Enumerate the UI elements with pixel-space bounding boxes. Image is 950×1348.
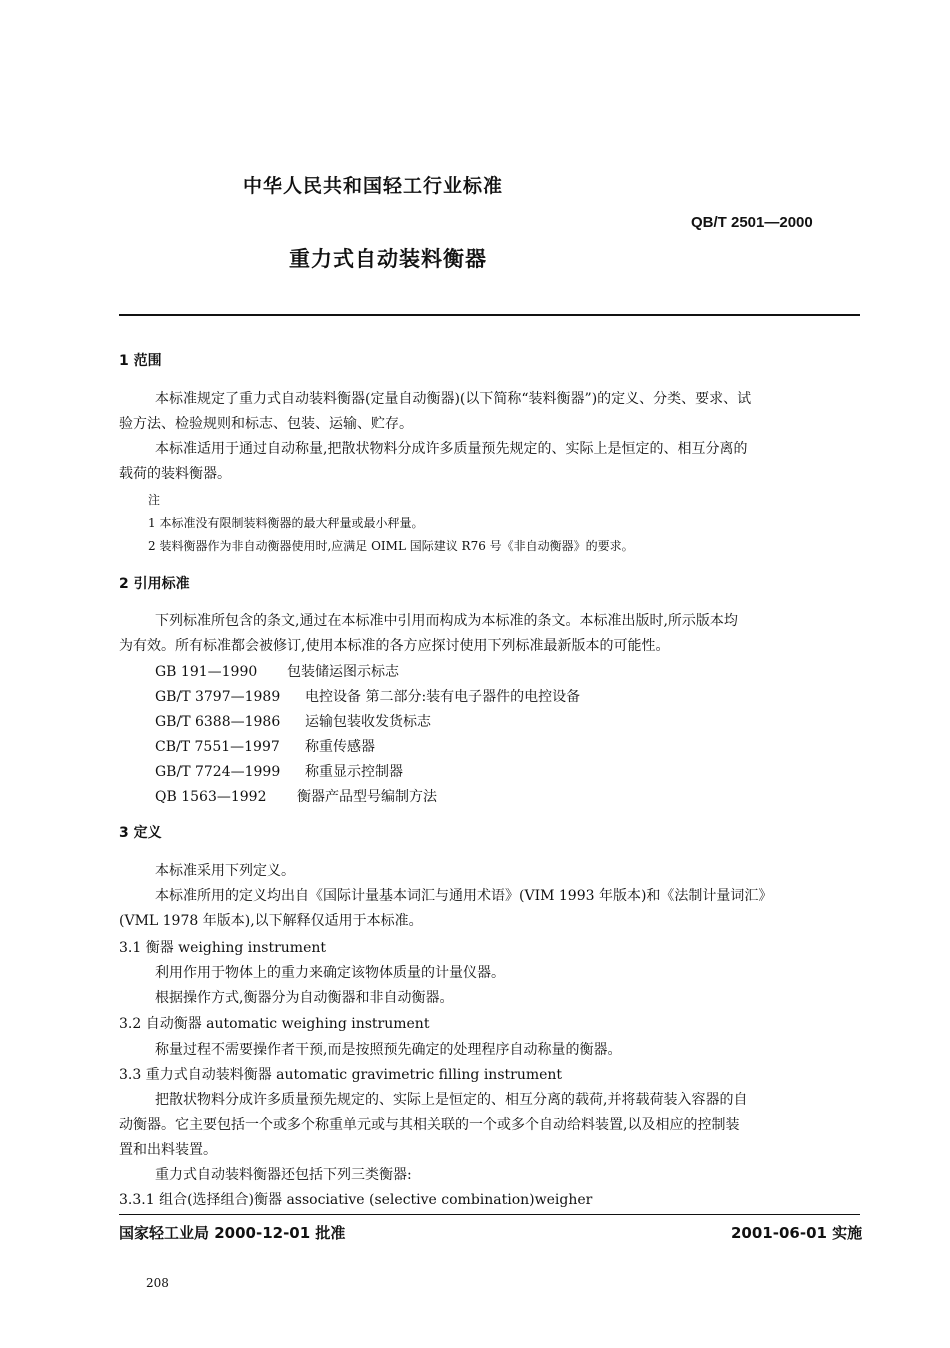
reference-name: 运输包装收发货标志: [305, 714, 431, 730]
term-3-3-def-1: 把散状物料分成许多质量预先规定的、实际上是恒定的、相互分离的载荷,并将载荷装入容器的自: [155, 1092, 748, 1108]
term-3-1-def-2: 根据操作方式,衡器分为自动衡器和非自动衡器。: [155, 990, 454, 1006]
approval-date: 国家轻工业局 2000-12-01 批准: [119, 1224, 346, 1242]
reference-item: [155, 736, 375, 756]
s3-para2-line1: 本标准所用的定义均出自《国际计量基本词汇与通用术语》(VIM 1993 年版本)和《法制计量词汇》: [155, 888, 773, 904]
standard-code: QB/T 2501—2000: [691, 214, 813, 231]
term-3-3: 3.3 重力式自动装料衡器 automatic gravimetric filling instrument: [119, 1067, 563, 1083]
note-1: 1 本标准没有限制装料衡器的最大秤量或最小秤量。: [148, 516, 424, 530]
s2-para-line2: 为有效。所有标准都会被修订,使用本标准的各方应探讨使用下列标准最新版本的可能性。: [119, 638, 670, 654]
page-number: 208: [146, 1276, 169, 1290]
reference-item: [155, 786, 437, 806]
reference-code: GB/T 7724—1999: [155, 764, 281, 780]
term-3-3-def-3: 置和出料装置。: [119, 1142, 217, 1158]
s1-para2-line2: 载荷的装料衡器。: [119, 466, 231, 482]
s3-para1: 本标准采用下列定义。: [155, 863, 295, 879]
reference-code: GB 191—1990: [155, 664, 258, 680]
reference-code: CB/T 7551—1997: [155, 739, 280, 755]
note-label: 注: [148, 493, 161, 507]
implementation-date: 2001-06-01 实施: [731, 1224, 863, 1242]
standard-org-heading: 中华人民共和国轻工行业标准: [243, 175, 504, 197]
reference-item: [155, 711, 431, 731]
s1-para1-line2: 验方法、检验规则和标志、包装、运输、贮存。: [119, 416, 413, 432]
term-3-3-1: 3.3.1 组合(选择组合)衡器 associative (selective combination)weigher: [119, 1192, 593, 1208]
reference-code: GB/T 3797—1989: [155, 689, 281, 705]
term-3-2: 3.2 自动衡器 automatic weighing instrument: [119, 1016, 430, 1032]
s2-para-line1: 下列标准所包含的条文,通过在本标准中引用而构成为本标准的条文。本标准出版时,所示版本均: [155, 613, 738, 629]
reference-name: 包装储运图示标志: [287, 664, 399, 680]
section-1-heading: 1 范围: [119, 353, 162, 369]
reference-item: [155, 661, 399, 681]
note-2: 2 装料衡器作为非自动衡器使用时,应满足 OIML 国际建议 R76 号《非自动衡器》的要求。: [148, 539, 634, 553]
s3-para2-line2: (VML 1978 年版本),以下解释仅适用于本标准。: [119, 913, 423, 929]
section-2-heading: 2 引用标准: [119, 576, 190, 592]
reference-name: 电控设备 第二部分:装有电子器件的电控设备: [305, 689, 581, 705]
term-3-3-def-2: 动衡器。它主要包括一个或多个称重单元或与其相关联的一个或多个自动给料装置,以及相应的控制装: [119, 1117, 740, 1133]
reference-name: 称重显示控制器: [305, 764, 403, 780]
top-rule: [119, 314, 860, 316]
term-3-3-def-4: 重力式自动装料衡器还包括下列三类衡器:: [155, 1167, 412, 1183]
term-3-1-def-1: 利用作用于物体上的重力来确定该物体质量的计量仪器。: [155, 965, 505, 981]
reference-item: [155, 761, 403, 781]
s1-para1-line1: 本标准规定了重力式自动装料衡器(定量自动衡器)(以下简称“装料衡器”)的定义、分类、要求、试: [155, 391, 752, 407]
reference-item: [155, 686, 580, 706]
term-3-1: 3.1 衡器 weighing instrument: [119, 940, 327, 956]
section-3-heading: 3 定义: [119, 825, 162, 841]
document-title: 重力式自动装料衡器: [289, 247, 487, 271]
reference-code: QB 1563—1992: [155, 789, 267, 805]
reference-name: 称重传感器: [305, 739, 375, 755]
reference-code: GB/T 6388—1986: [155, 714, 281, 730]
term-3-2-def-1: 称量过程不需要操作者干预,而是按照预先确定的处理程序自动称量的衡器。: [155, 1042, 622, 1058]
reference-name: 衡器产品型号编制方法: [297, 789, 437, 805]
bottom-rule: [119, 1214, 860, 1215]
s1-para2-line1: 本标准适用于通过自动称量,把散状物料分成许多质量预先规定的、实际上是恒定的、相互分离的: [155, 441, 748, 457]
